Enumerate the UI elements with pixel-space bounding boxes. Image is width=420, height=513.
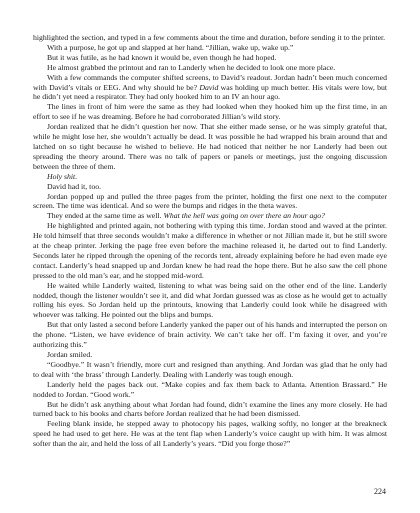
paragraph: With a purpose, he got up and slapped at her hand. “Jillian, wake up, wake up.” xyxy=(47,42,294,52)
paragraph: Jordan popped up and pulled the three pages from the printer, holding the first one next to the computer screen. The time was identical. And so were the bumps and ridges in the theta waves. xyxy=(33,191,387,211)
paragraph: But he didn’t ask anything about what Jordan had found, didn’t examine the lines any more closely. He had turned back to his books and charts before Jordan realized that he had been dismissed. xyxy=(33,399,387,419)
document-body xyxy=(33,33,387,449)
paragraph: But that only lasted a second before Landerly yanked the paper out of his hands and interrupted the person on the phone. “Listen, we have evidence of brain activity. We can’t take her off. I’m faxing it over, and you’re authorizing this.” xyxy=(33,320,387,350)
paragraph: He almost grabbed the printout and ran to Landerly when he decided to look one more place. xyxy=(47,62,336,72)
paragraph xyxy=(33,73,387,103)
paragraph: Feeling blank inside, he stepped away to photocopy his pages, walking softly, no longer at the breakneck speed he had used to get here. He was at the tent flap when Landerly’s voice caught up with him. It was almost softer than the air, and held the loss of all Landerly’s years. “Did you forge those?” xyxy=(33,419,387,449)
paragraph-text: With a few commands the computer shifted screens, to David’s readout. Jordan hadn’t been much concerned with David’s vitals or EEG. And why should he be? xyxy=(33,72,387,92)
paragraph: Jordan smiled. xyxy=(47,350,93,359)
italic-text: What the hell was going on over there an hour ago? xyxy=(163,211,326,221)
paragraph: Jordan realized that he didn’t question her now. That she either made sense, or he was simply grateful that, while he might lose her, she wouldn’t actually be dead. It was possible he had wrapped his brain around that and latched on so tight because he wished to believe. He had noticed that neither he nor Landerly had been out spreading the theory around. There was no talk of papers or panels or meetings, just the ongoing discussion between the three of them. xyxy=(33,122,387,171)
paragraph: He highlighted and printed again, not bothering with typing this time. Jordan stood and waved at the printer. He told himself that three seconds wouldn’t make a difference in whether or not Jillian made it, but he still swore at the cheap printer. Jerking the page free even before the machine released it, he darted out to find Landerly. Seconds later he ripped through the opening of the records tent, already explaining before he had even made eye contact. Landerly’s head snapped up and Jordan knew he had read the hope there. But he also saw the cell phone pressed to the old man’s ear, and he stopped mid-word. xyxy=(33,221,387,280)
italic-text: David xyxy=(199,82,219,92)
paragraph: Landerly held the pages back out. “Make copies and fax them back to Atlanta. Attention Brassard.” He nodded to Jordan. “Good work.” xyxy=(33,379,387,399)
paragraph: highlighted the section, and typed in a few comments about the time and duration, before sending it to the printer. xyxy=(33,33,386,42)
paragraph-text: They ended at the same time as well. xyxy=(47,211,162,221)
paragraph-text: was holding up much better. His vitals were low, but he didn’t yet need a respirator. They had only hooked him to an IV an hour ago. xyxy=(33,82,388,102)
paragraph xyxy=(33,211,387,221)
paragraph: He waited while Landerly waited, listening to what was being said on the other end of the line. Landerly nodded, though the listener wouldn’t see it, and did what Jordan guessed was as close as he would get to actually rolling his eyes. So Jordan held up the printouts, knowing that Landerly could look while he disagreed with whoever was talking. He pointed out the blips and bumps. xyxy=(33,280,387,320)
italic-text: Holy shit. xyxy=(47,171,78,181)
paragraph: But it was futile, as he had known it would be, even though he had hoped. xyxy=(47,52,277,62)
paragraph: David had it, too. xyxy=(47,181,102,191)
paragraph xyxy=(33,172,387,182)
paragraph: The lines in front of him were the same as they had looked when they hooked him up the first time, in an effort to see if he was dreaming. Before he had corroborated Jillian’s wild story. xyxy=(33,102,387,122)
page-number: 224 xyxy=(374,487,386,496)
paragraph: “Goodbye.” It wasn’t friendly, more curt and resigned than anything. And Jordan was glad that he only had to deal with ‘the brass’ through Landerly. Dealing with Landerly was tough enough. xyxy=(33,359,387,379)
